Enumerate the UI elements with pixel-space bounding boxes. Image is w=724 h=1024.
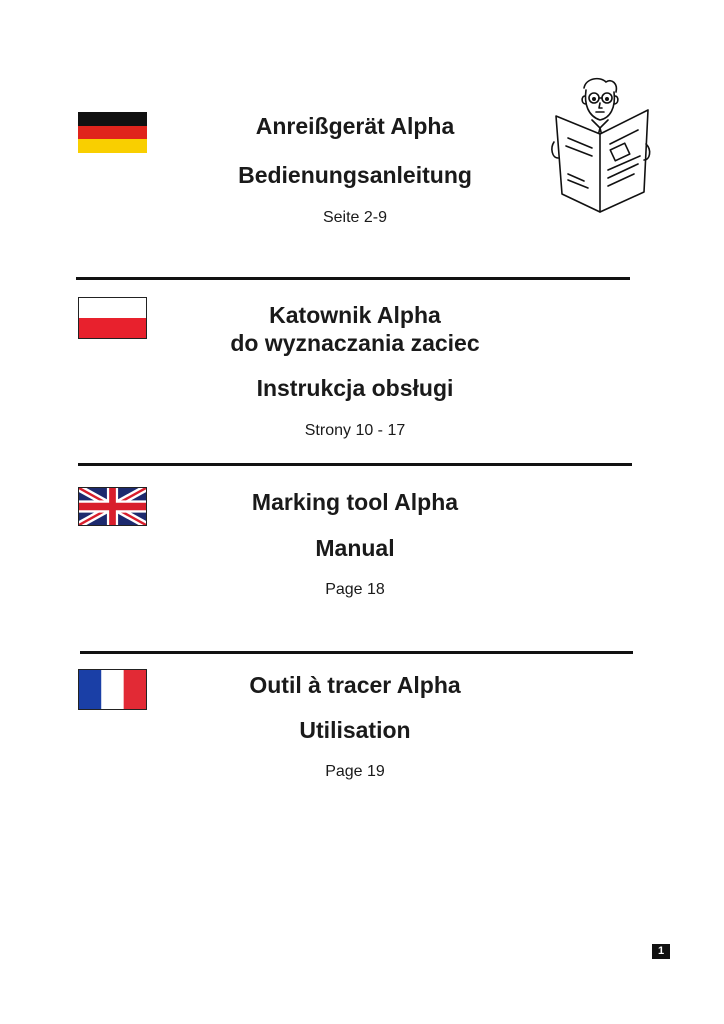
divider <box>78 463 632 466</box>
section-subtitle: Utilisation <box>299 717 411 743</box>
newspaper-reader-illustration <box>548 74 654 214</box>
flag-germany-icon <box>78 112 147 153</box>
page-number: 1 <box>652 944 670 959</box>
section-subtitle: Manual <box>315 535 395 561</box>
section-pages: Seite 2-9 <box>322 209 388 226</box>
section-title: Marking tool Alpha <box>251 489 459 515</box>
section-pages: Page 18 <box>325 581 385 598</box>
section-pages: Strony 10 - 17 <box>304 422 406 439</box>
divider <box>80 651 633 654</box>
section-pages: Page 19 <box>325 763 385 780</box>
section-subtitle: Instrukcja obsługi <box>256 375 454 401</box>
divider <box>76 277 630 280</box>
flag-uk-icon <box>78 487 147 526</box>
flag-poland-icon <box>78 297 147 339</box>
section-polish <box>195 301 515 441</box>
section-title: Katownik Alpha <box>269 302 441 328</box>
section-english <box>195 488 515 600</box>
flag-france-icon <box>78 669 147 710</box>
section-title: Anreißgerät Alpha <box>255 113 455 139</box>
section-subtitle: Bedienungsanleitung <box>238 162 472 188</box>
section-french <box>195 671 515 782</box>
section-title: Outil à tracer Alpha <box>249 672 461 698</box>
section-german <box>195 112 515 228</box>
section-title-line-2: do wyznaczania zaciec <box>230 330 480 356</box>
